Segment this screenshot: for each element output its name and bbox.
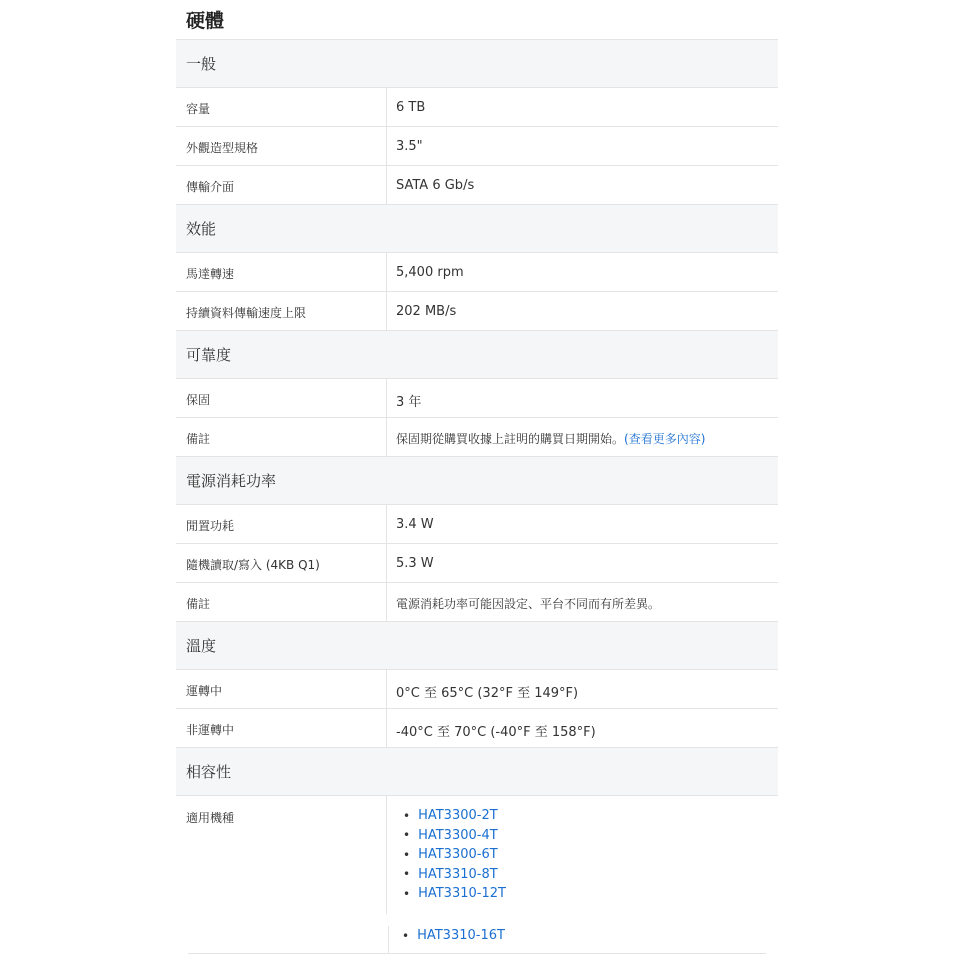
spec-row-idle-power <box>176 505 778 544</box>
spec-value: 電源消耗功率可能因設定、平台不同而有所差異。 <box>396 597 661 611</box>
spec-row-interface <box>176 166 778 205</box>
spec-value <box>387 796 778 914</box>
model-link[interactable]: HAT3310-16T <box>417 928 505 943</box>
model-link[interactable]: HAT3310-8T <box>418 866 498 882</box>
spec-table <box>176 39 778 914</box>
spec-label: 運轉中 <box>176 670 387 708</box>
spec-label: 備註 <box>176 583 387 621</box>
section-header-power: 電源消耗功率 <box>176 457 778 505</box>
bullet-icon: • <box>403 828 411 843</box>
spec-value: 3 年 <box>396 395 422 410</box>
spec-row-operating-temp <box>176 670 778 709</box>
spec-label: 持續資料傳輸速度上限 <box>176 292 387 330</box>
see-more-link[interactable]: (查看更多內容) <box>624 432 706 446</box>
spec-row-warranty-note <box>176 418 778 457</box>
page-title: 硬體 <box>186 10 225 32</box>
model-link[interactable]: HAT3300-4T <box>418 827 498 843</box>
spec-value: 3.4 W <box>396 517 434 532</box>
section-header-performance: 效能 <box>176 205 778 253</box>
spec-row-power-note <box>176 583 778 622</box>
spec-label: 外觀造型規格 <box>176 127 387 165</box>
spec-label: 馬達轉速 <box>176 253 387 291</box>
spec-value: -40°C 至 70°C (-40°F 至 158°F) <box>396 725 596 740</box>
spec-row-form-factor <box>176 127 778 166</box>
warranty-note-text: 保固期從購買收據上註明的購買日期開始。 <box>396 432 625 446</box>
spec-label: 隨機讀取/寫入 (4KB Q1) <box>176 544 387 582</box>
spec-row-transfer-rate <box>176 292 778 331</box>
spec-row-nonoperating-temp <box>176 709 778 748</box>
spec-row-rw-power <box>176 544 778 583</box>
spec-label: 備註 <box>176 418 387 456</box>
section-header-general: 一般 <box>176 40 778 88</box>
spec-row-capacity <box>176 88 778 127</box>
spec-label: 容量 <box>176 88 387 126</box>
model-list-continued <box>188 926 766 954</box>
list-item <box>403 884 778 904</box>
spec-value: 202 MB/s <box>396 304 457 319</box>
spec-row-rpm <box>176 253 778 292</box>
section-header-temperature: 溫度 <box>176 622 778 670</box>
model-list <box>403 806 778 904</box>
spec-label: 非運轉中 <box>176 709 387 747</box>
spec-value: 5,400 rpm <box>396 265 464 280</box>
spec-value: 3.5" <box>396 139 423 154</box>
spec-row-warranty <box>176 379 778 418</box>
spec-label: 保固 <box>176 379 387 417</box>
bullet-icon: • <box>402 928 410 943</box>
list-item <box>403 845 778 865</box>
spec-row-compatible-models <box>176 796 778 914</box>
model-link[interactable]: HAT3310-12T <box>418 886 506 902</box>
model-link[interactable]: HAT3300-2T <box>418 808 498 824</box>
section-header-reliability: 可靠度 <box>176 331 778 379</box>
spec-label: 適用機種 <box>176 796 387 914</box>
bullet-icon: • <box>403 847 411 862</box>
spec-value: 6 TB <box>396 100 426 115</box>
bullet-icon: • <box>403 808 411 823</box>
spec-value: 5.3 W <box>396 556 434 571</box>
spec-value <box>387 418 778 456</box>
list-item <box>403 806 778 826</box>
column-divider <box>388 926 389 954</box>
model-link[interactable]: HAT3300-6T <box>418 847 498 863</box>
section-header-compatibility: 相容性 <box>176 748 778 796</box>
bullet-icon: • <box>403 886 411 901</box>
bullet-icon: • <box>403 867 411 882</box>
spec-value: SATA 6 Gb/s <box>396 178 475 193</box>
list-item <box>402 928 505 943</box>
list-item <box>403 826 778 846</box>
list-item <box>403 865 778 885</box>
spec-label: 閒置功耗 <box>176 505 387 543</box>
spec-value: 0°C 至 65°C (32°F 至 149°F) <box>396 686 579 701</box>
spec-label: 傳輸介面 <box>176 166 387 204</box>
